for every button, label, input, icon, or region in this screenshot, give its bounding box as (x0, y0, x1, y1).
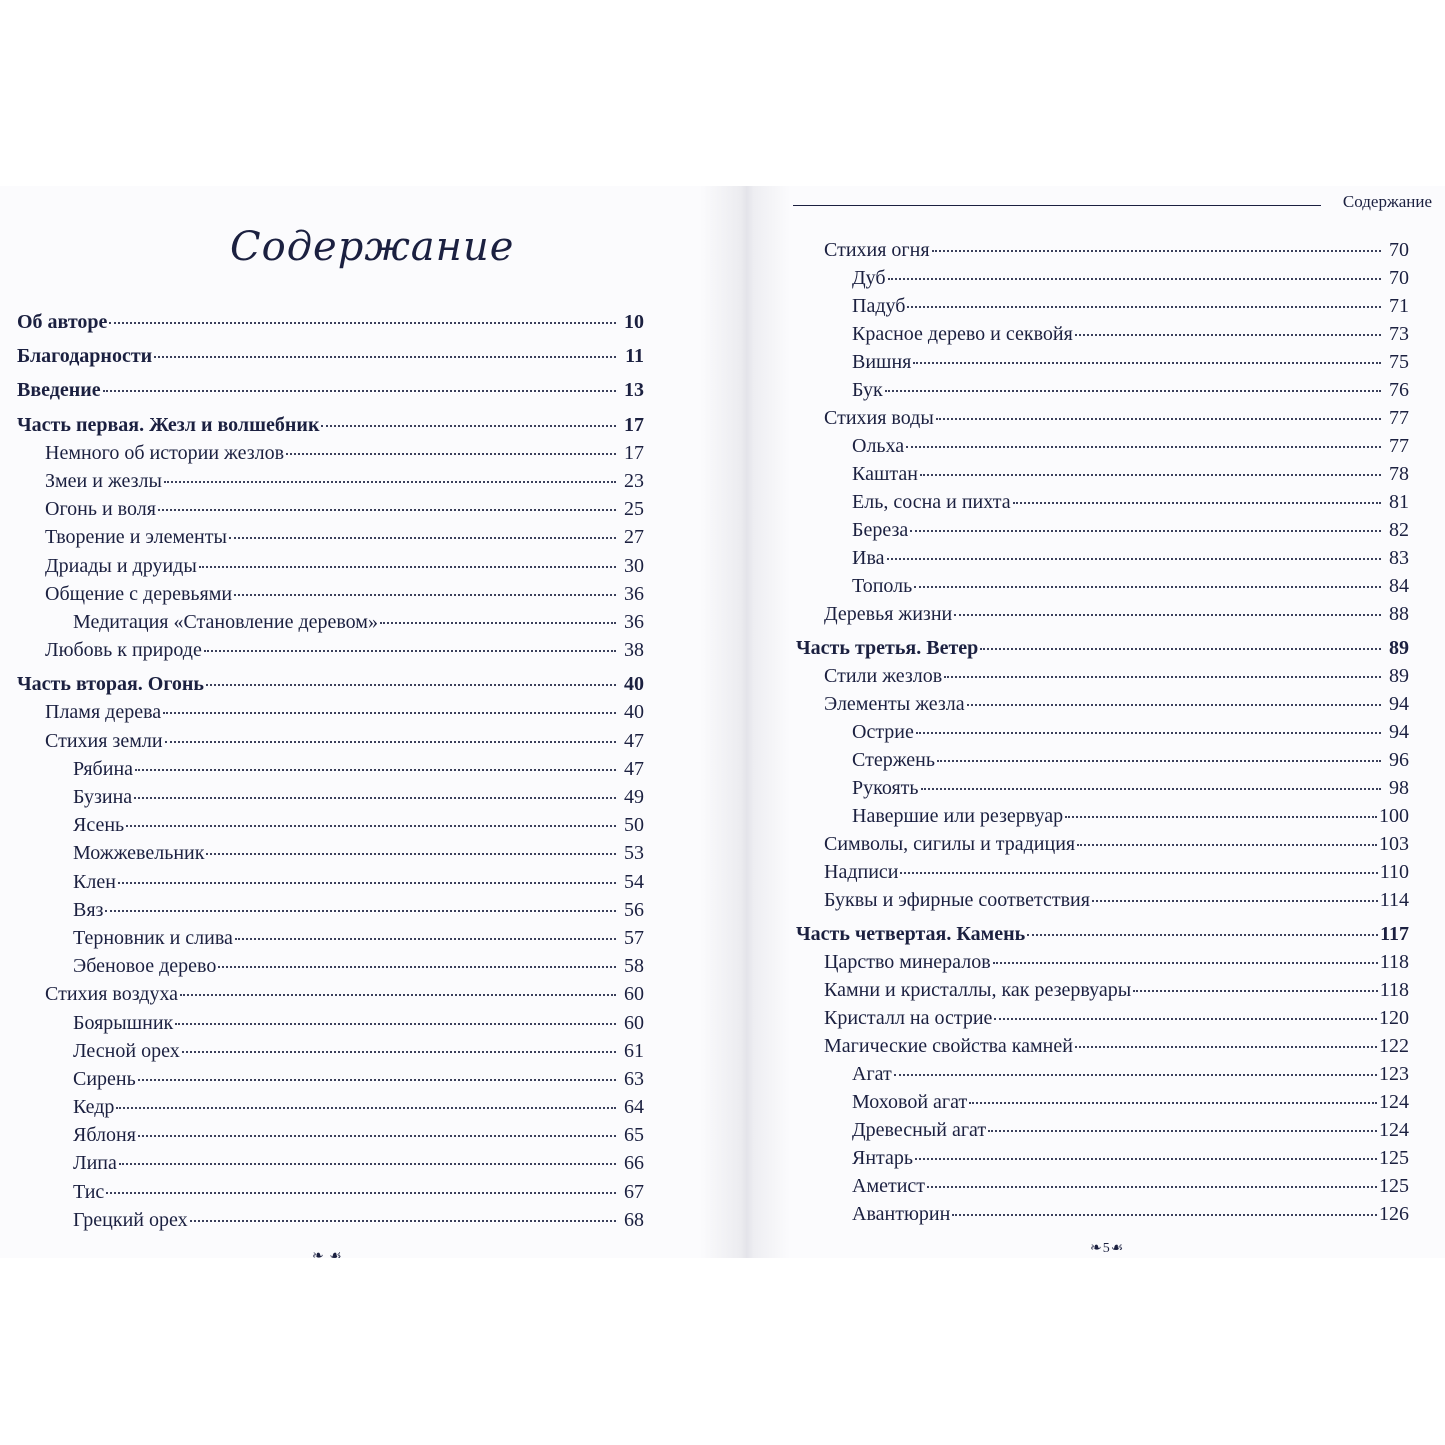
dot-leader (218, 966, 616, 968)
toc-entry (796, 976, 1409, 1004)
toc-entry (17, 698, 644, 726)
toc-entry-page-number: 30 (624, 554, 644, 577)
toc-entry-page-number: 78 (1389, 463, 1409, 485)
toc-entry-page-number: 60 (624, 983, 644, 1006)
toc-entry-title: Навершие или резервуар (852, 805, 1064, 827)
toc-entry-title: Общение с деревьями (45, 582, 233, 605)
toc-entry (17, 670, 644, 698)
dot-leader (138, 1079, 616, 1081)
toc-entry-page-number: 10 (624, 311, 644, 333)
toc-entry-title: Острие (852, 721, 914, 743)
dot-leader (954, 614, 1381, 616)
toc-entry (796, 662, 1409, 690)
toc-list-left (17, 308, 644, 1234)
dot-leader (1075, 1046, 1377, 1048)
dot-leader (158, 509, 616, 511)
toc-entry-title: Боярышник (73, 1011, 174, 1034)
toc-entry-page-number: 84 (1389, 575, 1409, 597)
toc-entry-page-number: 38 (624, 639, 644, 662)
toc-entry-page-number: 89 (1389, 665, 1409, 687)
toc-entry-title: Часть вторая. Огонь (17, 673, 205, 696)
dot-leader (180, 994, 616, 996)
toc-entry (796, 376, 1409, 404)
dot-leader (988, 1130, 1377, 1132)
toc-entry-page-number: 89 (1389, 637, 1409, 659)
toc-entry-title: Благодарности (17, 345, 153, 368)
dot-leader (932, 250, 1381, 252)
toc-entry-title: Падуб (852, 295, 906, 317)
dot-leader (993, 962, 1378, 964)
toc-entry-title: Надписи (824, 861, 899, 883)
toc-entry-title: Вишня (852, 351, 912, 373)
toc-entry (17, 1206, 644, 1234)
toc-entry-page-number: 49 (624, 786, 644, 808)
toc-entry-title: Красное дерево и секвойя (852, 323, 1073, 345)
dot-leader (920, 474, 1381, 476)
footer-ornament-icon: ❧ ☙ (312, 1249, 343, 1264)
toc-entry-page-number: 56 (624, 898, 644, 921)
toc-entry-page-number: 120 (1379, 1007, 1409, 1029)
toc-entry-title: Липа (73, 1152, 117, 1175)
toc-entry-page-number: 23 (624, 469, 644, 492)
toc-entry (796, 348, 1409, 376)
page-number-footer (1090, 1240, 1124, 1257)
toc-entry-title: Медитация «Становление деревом» (73, 610, 378, 633)
dot-leader (1065, 816, 1377, 818)
dot-leader (913, 362, 1381, 364)
toc-entry (17, 552, 644, 580)
dot-leader (106, 1192, 616, 1194)
dot-leader (175, 1023, 616, 1025)
toc-entry-page-number: 77 (1389, 407, 1409, 429)
toc-entry-title: Магические свойства камней (824, 1035, 1073, 1057)
toc-entry-page-number: 96 (1389, 749, 1409, 771)
toc-entry (796, 1004, 1409, 1032)
toc-entry-page-number: 73 (1389, 323, 1409, 345)
toc-entry-title: Береза (852, 519, 909, 541)
toc-entry (17, 376, 644, 404)
toc-entry-page-number: 25 (624, 498, 644, 521)
toc-entry-title: Часть четвертая. Камень (796, 923, 1026, 945)
toc-entry (17, 868, 644, 896)
toc-entry-title: Тополь (852, 575, 913, 597)
toc-entry-title: Рукоять (852, 777, 919, 799)
toc-entry-page-number: 27 (624, 526, 644, 549)
toc-entry-title: Дриады и друиды (45, 554, 197, 577)
toc-list-right (796, 236, 1409, 1228)
toc-entry-page-number: 70 (1389, 267, 1409, 289)
toc-entry-title: Часть третья. Ветер (796, 637, 979, 659)
toc-entry-page-number: 47 (624, 729, 644, 752)
toc-entry-page-number: 70 (1389, 239, 1409, 261)
toc-entry (796, 236, 1409, 264)
dot-leader (164, 481, 616, 483)
toc-entry-title: Лесной орех (73, 1039, 180, 1062)
toc-entry-title: Часть первая. Жезл и волшебник (17, 413, 320, 436)
dot-leader (206, 684, 616, 686)
toc-entry-title: Стихия воздуха (45, 983, 179, 1006)
toc-entry-title: Эбеновое дерево (73, 955, 217, 978)
dot-leader (906, 446, 1381, 448)
toc-entry-page-number: 118 (1379, 979, 1409, 1001)
toc-entry-page-number: 126 (1379, 1203, 1409, 1225)
toc-entry (796, 802, 1409, 830)
toc-entry-page-number: 66 (624, 1152, 644, 1175)
toc-entry-title: Грецкий орех (73, 1208, 188, 1231)
toc-entry-page-number: 123 (1379, 1063, 1409, 1085)
toc-entry-title: Яблоня (73, 1124, 136, 1147)
toc-entry (796, 572, 1409, 600)
toc-entry (17, 924, 644, 952)
toc-entry (796, 718, 1409, 746)
toc-entry-title: Огонь и воля (45, 498, 156, 521)
left-page (0, 186, 700, 1264)
toc-title: Содержание (230, 224, 515, 270)
toc-entry (17, 636, 644, 664)
toc-entry (17, 1121, 644, 1149)
dot-leader (182, 1051, 616, 1053)
dot-leader (1075, 334, 1381, 336)
toc-entry (796, 920, 1409, 948)
toc-entry-title: Буквы и эфирные соответствия (824, 889, 1090, 911)
toc-entry-title: Немного об истории жезлов (45, 441, 285, 464)
toc-entry-title: Ясень (73, 814, 125, 837)
toc-entry-title: Древесный агат (852, 1119, 987, 1141)
toc-entry (17, 980, 644, 1008)
toc-entry-title: Символы, сигилы и традиция (824, 833, 1076, 855)
dot-leader (910, 530, 1381, 532)
dot-leader (119, 1163, 616, 1165)
toc-entry-title: Царство минералов (824, 951, 991, 973)
dot-leader (894, 1074, 1377, 1076)
toc-entry-title: Ель, сосна и пихта (852, 491, 1011, 513)
toc-entry (17, 1037, 644, 1065)
toc-entry (796, 1116, 1409, 1144)
toc-entry-page-number: 50 (624, 814, 644, 837)
toc-entry-page-number: 54 (624, 870, 644, 893)
toc-entry (17, 467, 644, 495)
toc-entry (17, 1149, 644, 1177)
toc-entry-title: Кристалл на острие (824, 1007, 993, 1029)
dot-leader (109, 322, 616, 324)
toc-entry-title: Каштан (852, 463, 918, 485)
toc-entry-page-number: 76 (1389, 379, 1409, 401)
toc-entry-page-number: 61 (624, 1039, 644, 1062)
dot-leader (204, 650, 616, 652)
toc-entry-page-number: 77 (1389, 435, 1409, 457)
toc-entry-page-number: 103 (1379, 833, 1409, 855)
dot-leader (126, 825, 616, 827)
toc-entry-title: Тис (73, 1180, 105, 1203)
toc-entry-title: Янтарь (852, 1147, 914, 1169)
dot-leader (921, 788, 1381, 790)
left-flourish-icon: ❧ (1090, 1241, 1103, 1256)
dot-leader (154, 356, 616, 358)
toc-entry (796, 544, 1409, 572)
toc-entry-page-number: 13 (624, 379, 644, 402)
toc-entry-page-number: 71 (1389, 295, 1409, 317)
toc-entry-title: Стихия огня (824, 239, 930, 261)
toc-entry (796, 690, 1409, 718)
dot-leader (199, 566, 616, 568)
toc-entry-title: Стихия земли (45, 729, 163, 752)
dot-leader (235, 938, 616, 940)
dot-leader (937, 760, 1381, 762)
toc-entry-page-number: 114 (1379, 889, 1409, 911)
toc-entry-title: Клен (73, 870, 116, 893)
dot-leader (885, 390, 1381, 392)
toc-entry-page-number: 17 (624, 413, 644, 436)
toc-entry-page-number: 36 (624, 582, 644, 605)
toc-entry-page-number: 17 (624, 441, 644, 464)
toc-entry-page-number: 94 (1389, 721, 1409, 743)
toc-entry (796, 830, 1409, 858)
toc-entry-page-number: 117 (1380, 923, 1409, 945)
toc-entry-title: Введение (17, 379, 101, 402)
toc-entry-page-number: 118 (1379, 951, 1409, 973)
toc-entry-title: Камни и кристаллы, как резервуары (824, 979, 1132, 1001)
toc-entry (796, 1172, 1409, 1200)
toc-entry-title: Ольха (852, 435, 905, 457)
toc-entry (17, 811, 644, 839)
toc-entry-title: Пламя дерева (45, 701, 162, 724)
dot-leader (118, 882, 616, 884)
toc-entry-page-number: 94 (1389, 693, 1409, 715)
toc-entry (17, 1009, 644, 1037)
toc-entry-title: Вяз (73, 898, 104, 921)
toc-entry-page-number: 60 (624, 1011, 644, 1034)
toc-entry (17, 1093, 644, 1121)
toc-entry-page-number: 57 (624, 926, 644, 949)
toc-entry-page-number: 63 (624, 1067, 644, 1090)
toc-entry (796, 1088, 1409, 1116)
toc-entry-title: Можжевельник (73, 842, 205, 865)
toc-entry-title: Элементы жезла (824, 693, 965, 715)
toc-entry (17, 495, 644, 523)
dot-leader (138, 1135, 616, 1137)
toc-entry-page-number: 36 (624, 610, 644, 633)
toc-entry-page-number: 53 (624, 842, 644, 865)
toc-entry-title: Змеи и жезлы (45, 469, 162, 492)
dot-leader (163, 712, 616, 714)
dot-leader (1013, 502, 1381, 504)
toc-entry (796, 858, 1409, 886)
toc-entry (796, 1144, 1409, 1172)
dot-leader (936, 418, 1381, 420)
toc-entry-page-number: 124 (1379, 1091, 1409, 1113)
toc-entry-page-number: 124 (1379, 1119, 1409, 1141)
book-spread (0, 186, 1445, 1264)
dot-leader (229, 537, 616, 539)
dot-leader (888, 278, 1381, 280)
toc-entry-title: Терновник и слива (73, 926, 233, 949)
dot-leader (135, 769, 616, 771)
toc-entry-page-number: 40 (624, 701, 644, 724)
toc-entry (796, 948, 1409, 976)
toc-entry (796, 292, 1409, 320)
page-number: 5 (1102, 1241, 1111, 1256)
toc-entry-title: Деревья жизни (824, 603, 953, 625)
toc-entry-title: Аметист (852, 1175, 926, 1197)
toc-entry (796, 488, 1409, 516)
toc-entry-title: Любовь к природе (45, 639, 202, 662)
toc-entry-page-number: 125 (1379, 1175, 1409, 1197)
dot-leader (105, 910, 616, 912)
toc-entry (17, 755, 644, 783)
dot-leader (994, 1018, 1377, 1020)
toc-entry-title: Об авторе (17, 311, 108, 333)
toc-entry-title: Творение и элементы (45, 526, 227, 549)
dot-leader (916, 732, 1381, 734)
dot-leader (969, 1102, 1377, 1104)
toc-entry (17, 896, 644, 924)
toc-entry-page-number: 82 (1389, 519, 1409, 541)
toc-entry-page-number: 110 (1379, 861, 1409, 883)
dot-leader (206, 853, 616, 855)
toc-entry (796, 746, 1409, 774)
toc-entry-title: Моховой агат (852, 1091, 968, 1113)
dot-leader (380, 622, 616, 624)
right-flourish-icon: ☙ (1110, 1241, 1125, 1256)
toc-entry (17, 580, 644, 608)
dot-leader (900, 872, 1377, 874)
toc-entry (17, 1065, 644, 1093)
dot-leader (1133, 990, 1378, 992)
toc-entry (796, 600, 1409, 628)
toc-entry (796, 516, 1409, 544)
toc-entry-page-number: 100 (1379, 805, 1409, 827)
dot-leader (134, 797, 616, 799)
dot-leader (103, 390, 616, 392)
toc-entry-page-number: 58 (624, 955, 644, 978)
toc-entry (17, 439, 644, 467)
toc-entry (17, 952, 644, 980)
dot-leader (321, 425, 616, 427)
toc-entry-title: Стили жезлов (824, 665, 943, 687)
toc-entry-title: Авантюрин (852, 1203, 951, 1225)
toc-entry-title: Дуб (852, 267, 886, 289)
dot-leader (927, 1186, 1377, 1188)
running-head-rule (793, 205, 1321, 206)
toc-entry (796, 404, 1409, 432)
toc-entry-page-number: 122 (1379, 1035, 1409, 1057)
toc-entry-page-number: 40 (624, 673, 644, 696)
dot-leader (914, 586, 1381, 588)
toc-entry (17, 727, 644, 755)
running-head: Содержание (1342, 192, 1432, 211)
toc-entry-title: Бузина (73, 786, 133, 808)
toc-entry-page-number: 83 (1389, 547, 1409, 569)
toc-entry (17, 308, 644, 336)
toc-entry-page-number: 64 (624, 1096, 644, 1119)
dot-leader (1027, 934, 1378, 936)
toc-entry (796, 1032, 1409, 1060)
toc-entry (17, 411, 644, 439)
toc-entry-page-number: 11 (625, 345, 644, 368)
toc-entry-page-number: 88 (1389, 603, 1409, 625)
toc-entry-page-number: 98 (1389, 777, 1409, 799)
toc-entry (796, 1200, 1409, 1228)
toc-entry-title: Рябина (73, 757, 134, 780)
toc-entry-title: Бук (852, 379, 883, 401)
dot-leader (980, 648, 1381, 650)
dot-leader (1092, 900, 1378, 902)
toc-entry (796, 886, 1409, 914)
toc-entry-title: Стержень (852, 749, 935, 771)
toc-entry (796, 460, 1409, 488)
toc-entry (796, 774, 1409, 802)
toc-entry (796, 634, 1409, 662)
toc-entry-page-number: 65 (624, 1124, 644, 1147)
toc-entry (17, 342, 644, 370)
toc-entry-title: Сирень (73, 1067, 136, 1090)
toc-entry-page-number: 68 (624, 1208, 644, 1231)
dot-leader (116, 1107, 616, 1109)
toc-entry (796, 320, 1409, 348)
toc-entry (17, 839, 644, 867)
toc-entry-title: Ива (852, 547, 885, 569)
book-gutter (700, 186, 790, 1258)
toc-entry (17, 523, 644, 551)
toc-entry-title: Стихия воды (824, 407, 934, 429)
toc-entry-page-number: 67 (624, 1180, 644, 1203)
dot-leader (907, 306, 1381, 308)
toc-entry (17, 608, 644, 636)
toc-entry (796, 432, 1409, 460)
dot-leader (967, 704, 1381, 706)
toc-entry (796, 264, 1409, 292)
dot-leader (286, 453, 616, 455)
dot-leader (887, 558, 1382, 560)
toc-entry-title: Агат (852, 1063, 892, 1085)
dot-leader (1077, 844, 1377, 846)
dot-leader (234, 594, 616, 596)
toc-entry (796, 1060, 1409, 1088)
dot-leader (165, 741, 616, 743)
toc-entry-page-number: 81 (1389, 491, 1409, 513)
toc-entry (17, 1178, 644, 1206)
toc-entry-page-number: 47 (624, 757, 644, 780)
dot-leader (952, 1214, 1377, 1216)
right-page (790, 186, 1445, 1258)
toc-entry-title: Кедр (73, 1096, 115, 1119)
dot-leader (944, 676, 1381, 678)
dot-leader (190, 1220, 616, 1222)
toc-entry (17, 783, 644, 811)
toc-entry-page-number: 75 (1389, 351, 1409, 373)
dot-leader (915, 1158, 1377, 1160)
toc-entry-page-number: 125 (1379, 1147, 1409, 1169)
